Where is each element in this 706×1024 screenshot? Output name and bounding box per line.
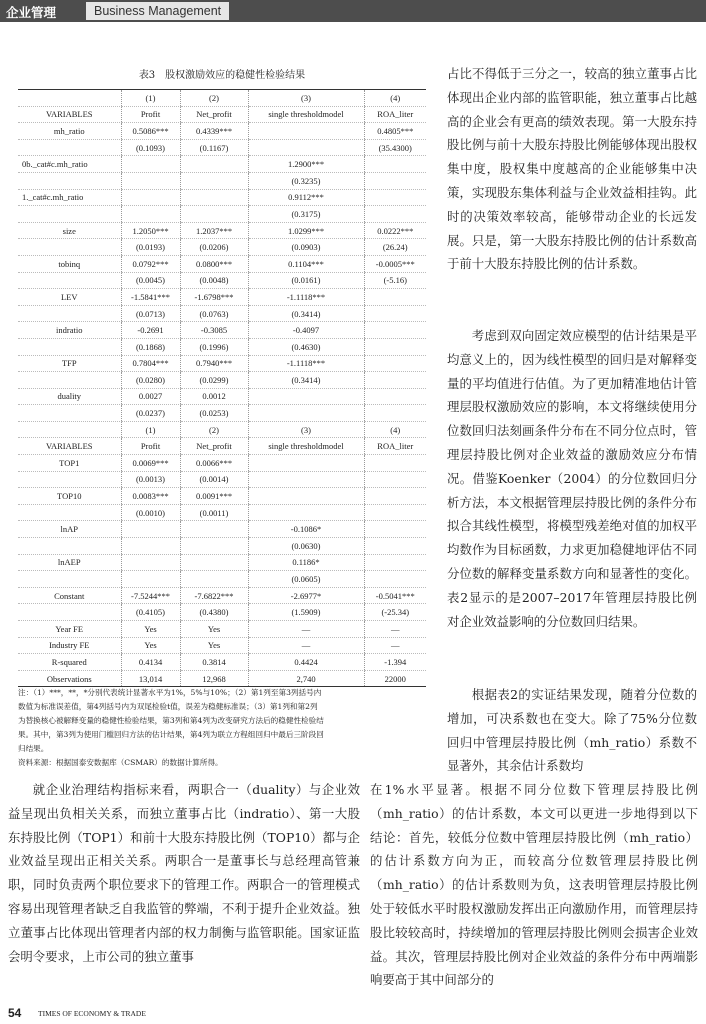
note-line: 数值为标准误差值，第4列括号内为双尾检验t值，误差为稳健标准误；（3）第1列和第2列 (18, 702, 318, 711)
value-cell (121, 189, 180, 206)
row-label-cell: mh_ratio (18, 123, 121, 140)
journal-name: TIMES OF ECONOMY & TRADE (38, 1009, 146, 1018)
value-cell: — (364, 621, 426, 638)
value-cell: 0.0222*** (364, 222, 426, 239)
value-cell: single thresholdmodel (248, 438, 364, 455)
value-cell: (2) (180, 421, 248, 438)
value-cell: -0.5041*** (364, 587, 426, 604)
row-label-cell: lnAEP (18, 554, 121, 571)
value-cell (180, 521, 248, 538)
value-cell (364, 372, 426, 389)
value-cell: (0.4380) (180, 604, 248, 621)
value-cell: (0.4630) (248, 338, 364, 355)
table-row (18, 571, 426, 588)
table-note (18, 686, 428, 756)
value-cell: (0.0280) (121, 372, 180, 389)
value-cell (180, 554, 248, 571)
note-line: 为替换核心被解释变量的稳健性检验结果，第3列和第4列为改变研究方法后的稳健性检验结 (18, 716, 324, 725)
value-cell: 0.5086*** (121, 123, 180, 140)
table-row (18, 587, 426, 604)
paragraph-left-1: 就企业治理结构指标来看，两职合一（duality）与企业效益呈现出负相关关系，而独立董事占比（indratio）、第一大股东持股比例（TOP1）和前十大股东持股比例（TOP10）都与企业效益呈现出正相关关系。两职合一是董事长与总经理高管兼职，同时负责两个职位要求下的管理工作。两职合一的管理模式容易出现管理者缺乏自我监管的弊端，不利于提升企业效益。独立董事占比体现出管理者内部的权力制衡与监管职能。国家证监会明令要求，上市公司的独立董事 (8, 782, 360, 964)
row-label-cell: indratio (18, 322, 121, 339)
robustness-table (18, 89, 426, 687)
table-row (18, 405, 426, 422)
note-line: 果。其中，第3列为使用门槛回归方法的估计结果，第4列为联立方程组回归中最后三阶段回 (18, 730, 324, 739)
value-cell: 0.0069*** (121, 455, 180, 472)
value-cell: (0.3414) (248, 372, 364, 389)
table-row (18, 355, 426, 372)
row-label-cell (18, 405, 121, 422)
value-cell: 0.0792*** (121, 255, 180, 272)
row-label-cell: size (18, 222, 121, 239)
table-row (18, 305, 426, 322)
value-cell (248, 455, 364, 472)
table-row (18, 538, 426, 555)
row-label-cell (18, 504, 121, 521)
value-cell: 0.0027 (121, 388, 180, 405)
row-label-cell (18, 90, 121, 107)
value-cell (248, 471, 364, 488)
page-header (0, 0, 706, 22)
value-cell: Profit (121, 438, 180, 455)
value-cell: (0.0253) (180, 405, 248, 422)
value-cell (364, 206, 426, 223)
row-label-cell (18, 172, 121, 189)
value-cell: Net_profit (180, 106, 248, 123)
value-cell (364, 172, 426, 189)
table-row (18, 106, 426, 123)
table-row (18, 123, 426, 140)
table-row (18, 554, 426, 571)
value-cell: (0.1167) (180, 139, 248, 156)
paragraph-right-2: 考虑到双向固定效应模型的估计结果是平均意义上的，因为线性模型的回归是对解释变量的平均值进行估值。为了更加精准地估计管理层股权激励效应的影响，本文将继续使用分位数回归法刻画条件分布在不同分位点时，管理层持股比例对企业效益的激励效应分布情况。借鉴Koenker（2004）的分位数回归分析方法，本文根据管理层持股比例的条件分布拟合其线性模型，将模型残差绝对值的加权平均数作为目标函数，力求更加稳健地评估不同分位数的解释变量系数方向和显著性的变化。表2显示的是2007–2017年管理层持股比例对企业效益影响的分位数回归结果。 (447, 328, 697, 629)
row-label-cell: tobinq (18, 255, 121, 272)
value-cell: -1.1118*** (248, 289, 364, 306)
row-label-cell: VARIABLES (18, 438, 121, 455)
value-cell (364, 388, 426, 405)
value-cell: (0.0237) (121, 405, 180, 422)
table-row (18, 172, 426, 189)
value-cell (180, 206, 248, 223)
value-cell (180, 172, 248, 189)
value-cell (364, 322, 426, 339)
value-cell: 0.1104*** (248, 255, 364, 272)
value-cell (364, 305, 426, 322)
table-row (18, 421, 426, 438)
value-cell (364, 571, 426, 588)
table-row (18, 455, 426, 472)
value-cell (248, 488, 364, 505)
value-cell: 22000 (364, 670, 426, 687)
value-cell: — (364, 637, 426, 654)
value-cell (364, 554, 426, 571)
table-row (18, 621, 426, 638)
table-row (18, 504, 426, 521)
table-row (18, 206, 426, 223)
table-source: 资料来源：根据国泰安数据库（CSMAR）的数据计算所得。 (18, 758, 223, 767)
table-row (18, 90, 426, 107)
value-cell: ROA_liter (364, 438, 426, 455)
table-row (18, 139, 426, 156)
paragraph-right-3: 根据表2的实证结果发现，随着分位数的增加，可决系数也在变大。除了75%分位数回归中管理层持股比例（mh_ratio）系数不显著外，其余估计系数均 (447, 687, 697, 774)
row-label-cell: Constant (18, 587, 121, 604)
value-cell: Yes (121, 621, 180, 638)
table-row (18, 654, 426, 671)
value-cell: (0.1996) (180, 338, 248, 355)
table-row (18, 272, 426, 289)
value-cell: 0.3814 (180, 654, 248, 671)
value-cell: Yes (180, 621, 248, 638)
value-cell (121, 554, 180, 571)
table-row (18, 255, 426, 272)
value-cell: -7.6822*** (180, 587, 248, 604)
value-cell (180, 571, 248, 588)
table-row (18, 471, 426, 488)
value-cell (248, 123, 364, 140)
value-cell (121, 206, 180, 223)
value-cell: Yes (121, 637, 180, 654)
value-cell: 0.4424 (248, 654, 364, 671)
value-cell: (0.3235) (248, 172, 364, 189)
value-cell (248, 504, 364, 521)
value-cell (121, 538, 180, 555)
value-cell: 0.0066*** (180, 455, 248, 472)
value-cell: -1.394 (364, 654, 426, 671)
table-row (18, 289, 426, 306)
table-row (18, 388, 426, 405)
row-label-cell (18, 206, 121, 223)
value-cell: (1.5909) (248, 604, 364, 621)
value-cell (364, 488, 426, 505)
value-cell: 0.4339*** (180, 123, 248, 140)
value-cell (248, 139, 364, 156)
value-cell: (-25.34) (364, 604, 426, 621)
row-label-cell (18, 272, 121, 289)
value-cell: 0.1186* (248, 554, 364, 571)
value-cell: (0.0193) (121, 239, 180, 256)
value-cell: (35.4300) (364, 139, 426, 156)
value-cell: 0.9112*** (248, 189, 364, 206)
paragraph-right-1: 占比不得低于三分之一，较高的独立董事占比体现出企业内部的监管职能，独立董事占比越高的企业会有更高的绩效表现。第一大股东持股比例与前十大股东持股比例能够体现出股权集中度，股权集中度越高的企业能够集中决策，实现股东集体利益与企业效益相挂钩。此时的决策效率较高，能够带动企业的长远发展。只是，第一大股东持股比例的估计系数高于前十大股东持股比例的估计系数。 (447, 66, 697, 272)
value-cell: (0.0206) (180, 239, 248, 256)
value-cell: -0.1086* (248, 521, 364, 538)
value-cell (364, 355, 426, 372)
page-number: 54 (8, 1006, 22, 1020)
value-cell: 1.2037*** (180, 222, 248, 239)
value-cell: (1) (121, 421, 180, 438)
row-label-cell (18, 421, 121, 438)
value-cell: (0.0713) (121, 305, 180, 322)
value-cell (364, 521, 426, 538)
table-row (18, 637, 426, 654)
value-cell (364, 455, 426, 472)
value-cell: 13,014 (121, 670, 180, 687)
value-cell: 0.7940*** (180, 355, 248, 372)
value-cell: (4) (364, 90, 426, 107)
value-cell: 12,968 (180, 670, 248, 687)
value-cell (364, 338, 426, 355)
value-cell (180, 189, 248, 206)
row-label-cell: duality (18, 388, 121, 405)
value-cell: 1.0299*** (248, 222, 364, 239)
value-cell: (0.0045) (121, 272, 180, 289)
table-row (18, 222, 426, 239)
value-cell: 0.0012 (180, 388, 248, 405)
table-row (18, 239, 426, 256)
table-row (18, 438, 426, 455)
row-label-cell (18, 372, 121, 389)
value-cell (364, 289, 426, 306)
value-cell: (0.1868) (121, 338, 180, 355)
row-label-cell (18, 338, 121, 355)
value-cell: Profit (121, 106, 180, 123)
row-label-cell: R-squared (18, 654, 121, 671)
value-cell: Yes (180, 637, 248, 654)
row-label-cell: 1._cat#c.mh_ratio (18, 189, 121, 206)
value-cell (121, 156, 180, 173)
value-cell: — (248, 637, 364, 654)
value-cell: 0.0800*** (180, 255, 248, 272)
value-cell: (3) (248, 421, 364, 438)
row-label-cell (18, 139, 121, 156)
value-cell: -1.6798*** (180, 289, 248, 306)
value-cell: -1.5841*** (121, 289, 180, 306)
section-title-zh: 企业管理 (6, 5, 57, 20)
value-cell: -1.1118*** (248, 355, 364, 372)
value-cell: (-5.16) (364, 272, 426, 289)
table-row (18, 670, 426, 687)
table-row (18, 156, 426, 173)
value-cell (180, 538, 248, 555)
value-cell (364, 504, 426, 521)
row-label-cell: Observations (18, 670, 121, 687)
value-cell: ROA_liter (364, 106, 426, 123)
value-cell: (0.0013) (121, 471, 180, 488)
value-cell (121, 521, 180, 538)
table-row (18, 488, 426, 505)
value-cell (248, 388, 364, 405)
value-cell: (0.0010) (121, 504, 180, 521)
value-cell (121, 172, 180, 189)
value-cell (121, 571, 180, 588)
value-cell: (0.0161) (248, 272, 364, 289)
table-row (18, 604, 426, 621)
value-cell: (0.0014) (180, 471, 248, 488)
table-row (18, 322, 426, 339)
value-cell: 2,740 (248, 670, 364, 687)
table-row (18, 372, 426, 389)
value-cell: (0.3414) (248, 305, 364, 322)
value-cell: -7.5244*** (121, 587, 180, 604)
row-label-cell: LEV (18, 289, 121, 306)
value-cell: (0.3175) (248, 206, 364, 223)
value-cell (364, 538, 426, 555)
value-cell: (0.0903) (248, 239, 364, 256)
value-cell (364, 156, 426, 173)
value-cell: (3) (248, 90, 364, 107)
value-cell: -0.3085 (180, 322, 248, 339)
value-cell: (4) (364, 421, 426, 438)
value-cell: 0.0091*** (180, 488, 248, 505)
row-label-cell (18, 239, 121, 256)
row-label-cell (18, 604, 121, 621)
value-cell: single thresholdmodel (248, 106, 364, 123)
value-cell (180, 156, 248, 173)
value-cell (364, 471, 426, 488)
row-label-cell: Year FE (18, 621, 121, 638)
value-cell: -2.6977* (248, 587, 364, 604)
value-cell: 0.0083*** (121, 488, 180, 505)
value-cell: (1) (121, 90, 180, 107)
row-label-cell: Industry FE (18, 637, 121, 654)
row-label-cell: TOP1 (18, 455, 121, 472)
note-line: 注：（1）***，**，*分别代表统计显著水平为1%，5%与10%；（2）第1列至第3列括号内 (18, 688, 322, 697)
value-cell: (0.4105) (121, 604, 180, 621)
value-cell: (0.0763) (180, 305, 248, 322)
value-cell: 0.4805*** (364, 123, 426, 140)
row-label-cell: TFP (18, 355, 121, 372)
row-label-cell: 0b._cat#c.mh_ratio (18, 156, 121, 173)
value-cell: (0.0048) (180, 272, 248, 289)
row-label-cell (18, 571, 121, 588)
value-cell: 0.7804*** (121, 355, 180, 372)
paragraph-right-4: 在1%水平显著。根据不同分位数下管理层持股比例（mh_ratio）的估计系数，本文可以更进一步地得到以下结论：首先，较低分位数中管理层持股比例（mh_ratio）的估计系数方向为正，而较高分位数管理层持股比例（mh_ratio）的估计系数则为负，这表明管理层持股比例处于较低水平时股权激励发挥出正向激励作用，而管理层持股比较较高时，持续增加的管理层持股比例则会损害企业效益。其次，管理层持股比例对企业效益的条件分布中两端影响要高于其中间部分的 (370, 782, 698, 988)
value-cell (248, 405, 364, 422)
value-cell (364, 189, 426, 206)
value-cell: (0.0630) (248, 538, 364, 555)
value-cell: -0.4097 (248, 322, 364, 339)
value-cell: 0.4134 (121, 654, 180, 671)
row-label-cell: TOP10 (18, 488, 121, 505)
table-row (18, 338, 426, 355)
row-label-cell (18, 305, 121, 322)
value-cell: (0.1093) (121, 139, 180, 156)
row-label-cell: VARIABLES (18, 106, 121, 123)
page-footer (0, 1006, 706, 1024)
value-cell: -0.2691 (121, 322, 180, 339)
row-label-cell (18, 538, 121, 555)
row-label-cell (18, 471, 121, 488)
value-cell: (26.24) (364, 239, 426, 256)
value-cell: (0.0011) (180, 504, 248, 521)
value-cell: Net_profit (180, 438, 248, 455)
table-caption: 表3 股权激励效应的稳健性检验结果 (138, 70, 306, 81)
section-title-en: Business Management (86, 2, 229, 20)
value-cell: (0.0605) (248, 571, 364, 588)
row-label-cell: lnAP (18, 521, 121, 538)
value-cell: — (248, 621, 364, 638)
table-row (18, 521, 426, 538)
value-cell: -0.0005*** (364, 255, 426, 272)
value-cell: 1.2050*** (121, 222, 180, 239)
value-cell: (0.0299) (180, 372, 248, 389)
note-line: 归结果。 (18, 744, 49, 753)
value-cell (364, 405, 426, 422)
value-cell: 1.2900*** (248, 156, 364, 173)
value-cell: (2) (180, 90, 248, 107)
table-row (18, 189, 426, 206)
